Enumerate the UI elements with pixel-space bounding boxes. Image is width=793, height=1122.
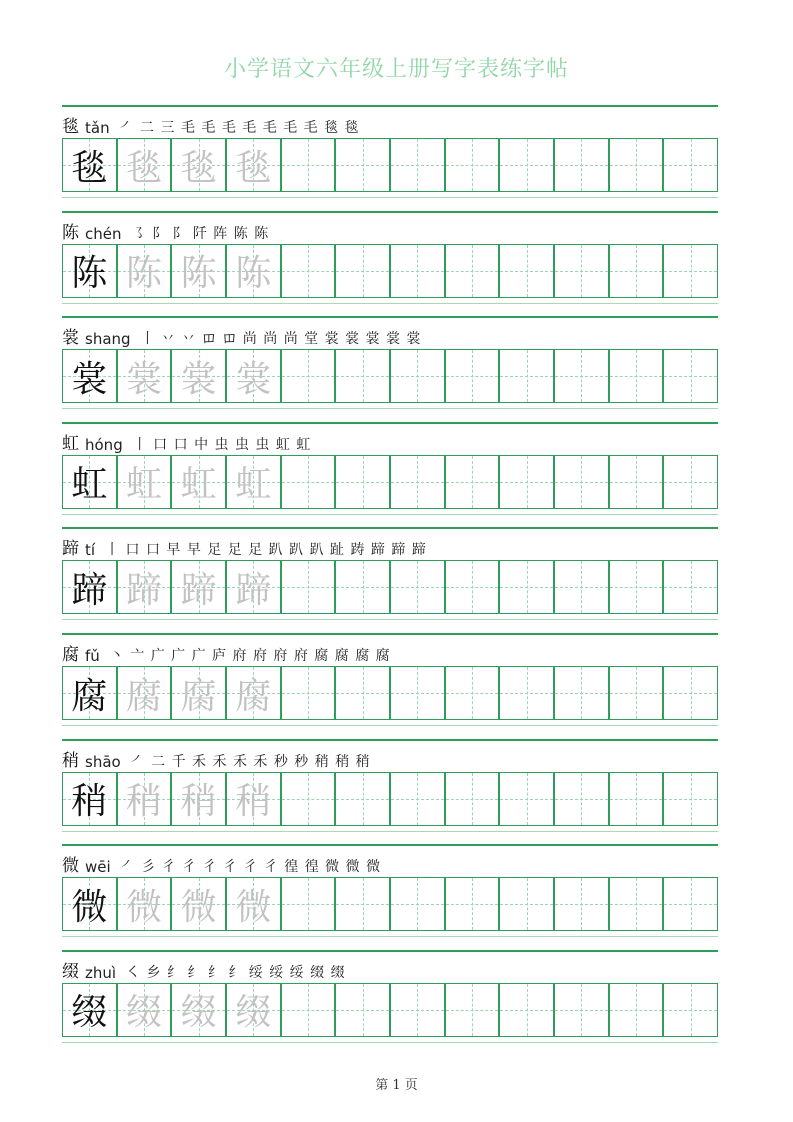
- blank-cell: [500, 561, 555, 613]
- row-stroke-order: 丨 口 口 早 早 足 足 足 趴 趴 趴 趾 踌 蹄 蹄 蹄: [105, 542, 427, 559]
- trace-character: 微: [126, 886, 163, 928]
- trace-cell: [172, 139, 227, 191]
- blank-cell: [610, 245, 665, 297]
- blank-cell: [664, 773, 717, 825]
- writing-grid: [62, 244, 718, 298]
- blank-cell: [336, 456, 391, 508]
- model-cell: [63, 456, 118, 508]
- row-pinyin: shāo: [85, 752, 121, 771]
- row-stroke-order: ㇒ 二 千 禾 禾 禾 禾 秒 秒 稍 稍 稍: [130, 753, 371, 770]
- blank-cell: [500, 139, 555, 191]
- writing-grid: [62, 560, 718, 614]
- blank-cell: [446, 878, 501, 930]
- blank-cell: [282, 878, 337, 930]
- trace-character: 蹄: [235, 569, 272, 611]
- row-top-rule: [62, 950, 718, 952]
- blank-cell: [555, 245, 610, 297]
- blank-cell: [446, 773, 501, 825]
- blank-cell: [391, 878, 446, 930]
- blank-cell: [391, 667, 446, 719]
- writing-grid: [62, 983, 718, 1037]
- trace-character: 缀: [126, 992, 163, 1034]
- model-cell: [63, 139, 118, 191]
- blank-cell: [500, 350, 555, 402]
- blank-cell: [555, 878, 610, 930]
- trace-cell: [118, 350, 173, 402]
- blank-cell: [555, 561, 610, 613]
- blank-cell: [391, 561, 446, 613]
- row-character: 蹄: [62, 539, 79, 560]
- row-stroke-order: 丶 亠 广 广 广 庐 府 府 府 府 腐 腐 腐 腐: [109, 648, 391, 664]
- row-character: 虹: [62, 433, 79, 454]
- blank-cell: [664, 667, 717, 719]
- trace-cell: [118, 245, 173, 297]
- row-bottom-rule: [62, 514, 718, 515]
- model-cell: [63, 878, 118, 930]
- trace-character: 毯: [235, 147, 272, 189]
- trace-cell: [118, 667, 173, 719]
- blank-cell: [446, 984, 501, 1036]
- trace-character: 虹: [235, 464, 272, 506]
- row-header: [62, 432, 311, 454]
- blank-cell: [610, 561, 665, 613]
- blank-cell: [282, 984, 337, 1036]
- trace-character: 稍: [126, 781, 163, 823]
- blank-cell: [610, 773, 665, 825]
- row-header: [62, 537, 427, 559]
- practice-row: [62, 844, 718, 936]
- trace-cell: [172, 245, 227, 297]
- writing-grid: [62, 455, 718, 509]
- row-top-rule: [62, 316, 718, 318]
- writing-grid: [62, 138, 718, 192]
- trace-cell: [118, 878, 173, 930]
- blank-cell: [336, 245, 391, 297]
- trace-character: 蹄: [180, 569, 217, 611]
- practice-row: [62, 422, 718, 514]
- model-cell: [63, 667, 118, 719]
- model-character: 蹄: [71, 569, 108, 611]
- blank-cell: [664, 984, 717, 1036]
- row-pinyin: tí: [85, 541, 96, 560]
- trace-character: 虹: [180, 464, 217, 506]
- row-pinyin: fǔ: [85, 647, 100, 665]
- model-cell: [63, 350, 118, 402]
- blank-cell: [282, 350, 337, 402]
- trace-character: 陈: [126, 253, 163, 295]
- trace-cell: [172, 773, 227, 825]
- blank-cell: [610, 667, 665, 719]
- blank-cell: [664, 139, 717, 191]
- row-character: 稍: [62, 750, 79, 771]
- blank-cell: [664, 878, 717, 930]
- row-bottom-rule: [62, 619, 718, 620]
- model-character: 毯: [71, 147, 108, 189]
- writing-grid: [62, 349, 718, 403]
- blank-cell: [555, 456, 610, 508]
- row-stroke-order: 丨 口 口 中 虫 虫 虫 虹 虹: [132, 436, 312, 453]
- row-stroke-order: 丨 丷 丷 𫩏 𫩏 尚 尚 尚 堂 裳 裳 裳 裳 裳: [140, 331, 422, 348]
- trace-character: 陈: [180, 253, 217, 295]
- row-header: [62, 643, 391, 665]
- trace-cell: [172, 561, 227, 613]
- model-character: 微: [71, 886, 108, 928]
- blank-cell: [446, 456, 501, 508]
- row-bottom-rule: [62, 408, 718, 409]
- blank-cell: [391, 350, 446, 402]
- page-number: 第 1 页: [375, 1078, 418, 1093]
- blank-cell: [336, 139, 391, 191]
- trace-character: 腐: [235, 675, 272, 717]
- blank-cell: [336, 878, 391, 930]
- row-stroke-order: ㇒ 彡 彳 彳 彳 彳 彳 彳 徨 徨 微 微 微: [120, 859, 382, 876]
- row-stroke-order: ㇒ 二 三 毛 毛 毛 毛 毛 毛 毛 毯 毯: [119, 120, 360, 136]
- practice-row: [62, 633, 718, 725]
- model-character: 陈: [71, 253, 108, 295]
- row-header: [62, 749, 371, 771]
- row-header: [62, 854, 381, 876]
- practice-row: [62, 527, 718, 619]
- trace-cell: [227, 878, 282, 930]
- blank-cell: [500, 773, 555, 825]
- blank-cell: [664, 456, 717, 508]
- blank-cell: [336, 984, 391, 1036]
- row-pinyin: tǎn: [85, 119, 110, 137]
- row-bottom-rule: [62, 303, 718, 304]
- row-character: 陈: [62, 222, 79, 243]
- trace-character: 毯: [180, 147, 217, 189]
- blank-cell: [391, 456, 446, 508]
- trace-cell: [172, 350, 227, 402]
- blank-cell: [446, 245, 501, 297]
- trace-cell: [227, 456, 282, 508]
- blank-cell: [500, 667, 555, 719]
- blank-cell: [610, 350, 665, 402]
- blank-cell: [282, 456, 337, 508]
- trace-cell: [118, 139, 173, 191]
- writing-grid: [62, 772, 718, 826]
- row-bottom-rule: [62, 725, 718, 726]
- blank-cell: [610, 456, 665, 508]
- trace-cell: [118, 456, 173, 508]
- row-bottom-rule: [62, 197, 718, 198]
- row-top-rule: [62, 105, 718, 107]
- row-pinyin: chén: [85, 224, 122, 243]
- model-character: 稍: [71, 781, 108, 823]
- model-cell: [63, 773, 118, 825]
- model-character: 裳: [71, 358, 108, 400]
- writing-grid: [62, 666, 718, 720]
- blank-cell: [664, 245, 717, 297]
- trace-cell: [172, 878, 227, 930]
- blank-cell: [500, 456, 555, 508]
- trace-cell: [118, 984, 173, 1036]
- blank-cell: [282, 139, 337, 191]
- blank-cell: [555, 667, 610, 719]
- blank-cell: [555, 984, 610, 1036]
- trace-character: 裳: [180, 358, 217, 400]
- row-bottom-rule: [62, 1042, 718, 1043]
- trace-cell: [227, 561, 282, 613]
- blank-cell: [664, 350, 717, 402]
- row-bottom-rule: [62, 936, 718, 937]
- blank-cell: [446, 350, 501, 402]
- row-pinyin: shang: [85, 330, 131, 349]
- practice-row: [62, 211, 718, 303]
- model-character: 腐: [71, 675, 108, 717]
- row-header: [62, 221, 269, 243]
- blank-cell: [336, 773, 391, 825]
- row-pinyin: zhuì: [85, 963, 117, 982]
- model-cell: [63, 245, 118, 297]
- blank-cell: [610, 878, 665, 930]
- blank-cell: [500, 245, 555, 297]
- row-header: [62, 326, 421, 348]
- blank-cell: [446, 561, 501, 613]
- row-pinyin: hóng: [85, 435, 123, 454]
- model-character: 缀: [71, 992, 108, 1034]
- trace-character: 稍: [235, 781, 272, 823]
- trace-cell: [227, 773, 282, 825]
- blank-cell: [500, 984, 555, 1036]
- blank-cell: [282, 773, 337, 825]
- row-character: 微: [62, 856, 79, 877]
- blank-cell: [391, 773, 446, 825]
- trace-character: 蹄: [126, 569, 163, 611]
- trace-character: 缀: [235, 992, 272, 1034]
- blank-cell: [446, 139, 501, 191]
- blank-cell: [391, 139, 446, 191]
- trace-cell: [172, 984, 227, 1036]
- trace-cell: [118, 773, 173, 825]
- trace-character: 虹: [126, 464, 163, 506]
- row-header: [62, 115, 360, 137]
- blank-cell: [282, 245, 337, 297]
- row-top-rule: [62, 633, 718, 635]
- trace-character: 腐: [126, 675, 163, 717]
- row-top-rule: [62, 211, 718, 213]
- trace-character: 裳: [126, 358, 163, 400]
- trace-cell: [227, 245, 282, 297]
- model-cell: [63, 984, 118, 1036]
- row-header: [62, 960, 346, 982]
- trace-character: 微: [180, 886, 217, 928]
- blank-cell: [610, 984, 665, 1036]
- trace-character: 稍: [180, 781, 217, 823]
- blank-cell: [282, 561, 337, 613]
- blank-cell: [446, 667, 501, 719]
- blank-cell: [555, 350, 610, 402]
- writing-grid: [62, 877, 718, 931]
- trace-character: 毯: [126, 147, 163, 189]
- row-character: 裳: [62, 328, 79, 349]
- row-bottom-rule: [62, 831, 718, 832]
- model-character: 虹: [71, 464, 108, 506]
- row-stroke-order: ㇛ 乡 纟 纟 纟 纟 绥 绥 绥 缀 缀: [126, 964, 346, 981]
- blank-cell: [282, 667, 337, 719]
- trace-character: 缀: [180, 992, 217, 1034]
- trace-cell: [118, 561, 173, 613]
- blank-cell: [336, 667, 391, 719]
- blank-cell: [610, 139, 665, 191]
- blank-cell: [500, 878, 555, 930]
- row-top-rule: [62, 739, 718, 741]
- practice-row: [62, 316, 718, 408]
- trace-character: 腐: [180, 675, 217, 717]
- row-pinyin: wēi: [85, 858, 111, 877]
- trace-cell: [227, 350, 282, 402]
- practice-row: [62, 105, 718, 197]
- trace-cell: [172, 456, 227, 508]
- row-character: 腐: [62, 645, 79, 665]
- blank-cell: [336, 350, 391, 402]
- row-top-rule: [62, 844, 718, 846]
- blank-cell: [555, 773, 610, 825]
- blank-cell: [336, 561, 391, 613]
- page-title: 小学语文六年级上册写字表练字帖: [223, 57, 569, 82]
- row-stroke-order: ㇌ 阝 阝 阡 阵 陈 陈: [131, 225, 270, 242]
- trace-character: 微: [235, 886, 272, 928]
- trace-character: 裳: [235, 358, 272, 400]
- blank-cell: [555, 139, 610, 191]
- trace-cell: [227, 667, 282, 719]
- practice-row: [62, 739, 718, 831]
- model-cell: [63, 561, 118, 613]
- blank-cell: [664, 561, 717, 613]
- trace-character: 陈: [235, 253, 272, 295]
- blank-cell: [391, 984, 446, 1036]
- practice-row: [62, 950, 718, 1042]
- row-character: 缀: [62, 961, 79, 982]
- blank-cell: [391, 245, 446, 297]
- row-character: 毯: [62, 117, 79, 137]
- trace-cell: [227, 139, 282, 191]
- trace-cell: [172, 667, 227, 719]
- row-top-rule: [62, 422, 718, 424]
- row-top-rule: [62, 527, 718, 529]
- trace-cell: [227, 984, 282, 1036]
